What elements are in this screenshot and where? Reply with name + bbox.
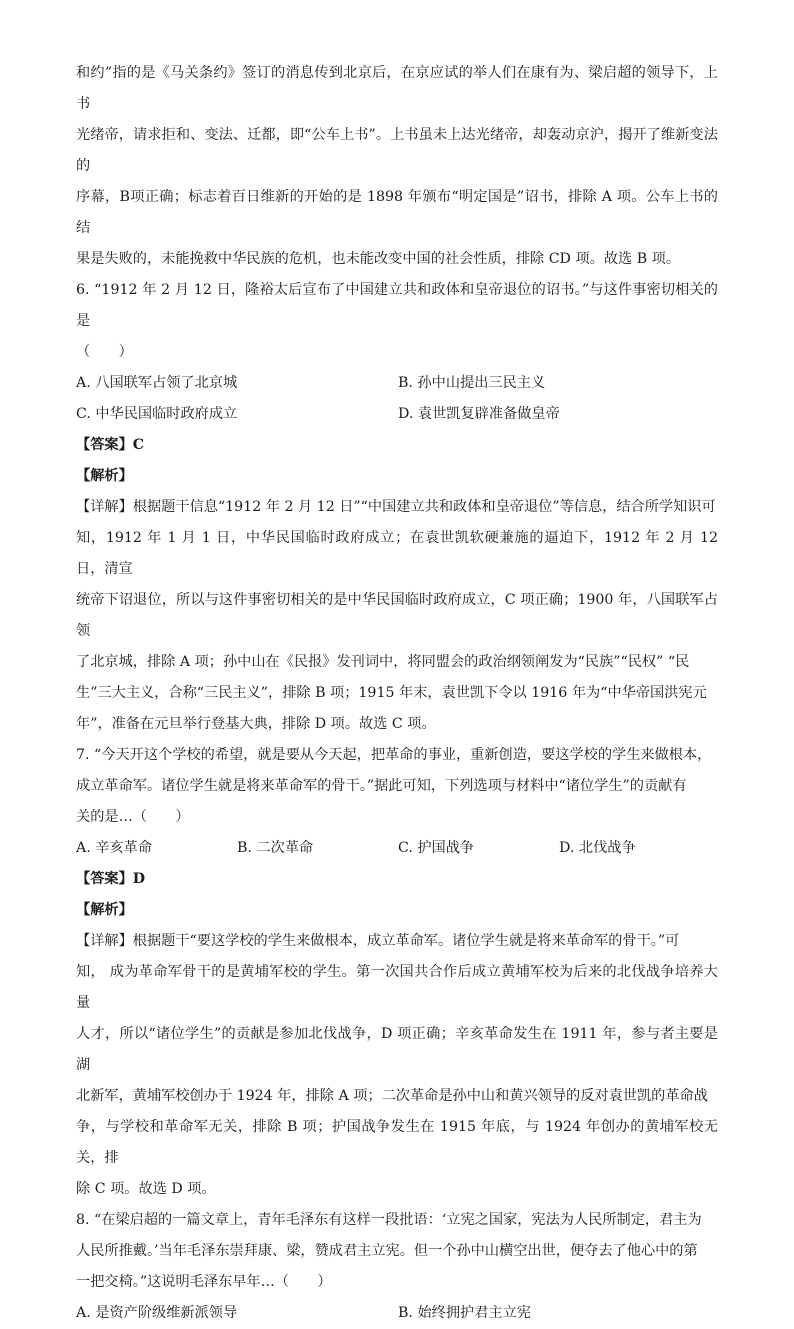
question-7-stem: 关的是…（ ） [76,809,190,825]
option-b: B. 二次革命 [237,840,314,856]
question-6-detail-line: 知，1912 年 1 月 1 日，中华民国临时政府成立；在袁世凯软硬兼施的逼迫下，1912 年 2 月 12 日，清宣 [76,530,718,577]
question-6-answer: 【答案】C [76,437,145,453]
question-6-detail-line: 生”三大主义，合称“三民主义”，排除 B 项；1915 年末，袁世凯下令以 1916 年为“中华帝国洪宪元 [76,685,707,701]
question-7-analysis-heading: 【解析】 [76,902,133,918]
question-8-options-row-1 [76,1298,718,1329]
question-7-detail-line: 知， 成为革命军骨干的是黄埔军校的学生。第一次国共合作后成立黄埔军校为后来的北伐战争培养大量 [76,964,718,1011]
question-7-detail-line: 人才，所以“诸位学生”的贡献是参加北伐战争，D 项正确；辛亥革命发生在 1911 年，参与者主要是湖 [76,1026,718,1073]
option-b: B. 孙中山提出三民主义 [398,375,546,391]
option-c: C. 中华民国临时政府成立 [76,406,238,422]
question-6-analysis-heading: 【解析】 [76,468,133,484]
question-8-stem: 8. “在梁启超的一篇文章上，青年毛泽东有这样一段批语：‘立宪之国家，宪法为人民所制定，君主为 [76,1212,702,1228]
prev-explanation-line: 和约”指的是《马关条约》签订的消息传到北京后，在京应试的举人们在康有为、梁启超的领导下，上书 [76,65,718,112]
question-6-detail-line: 统帝下诏退位，所以与这件事密切相关的是中华民国临时政府成立，C 项正确；1900 年，八国联军占领 [76,592,718,639]
question-6-stem: （ ） [76,344,133,360]
option-a: A. 辛亥革命 [76,840,153,856]
option-a: A. 是资产阶级维新派领导 [76,1305,238,1321]
question-7-detail-line: 争，与学校和革命军无关，排除 B 项；护国战争发生在 1915 年底，与 1924 年创办的黄埔军校无关，排 [76,1119,718,1166]
question-8-stem: 人民所推戴。’当年毛泽东崇拜康、梁，赞成君主立宪。但一个孙中山横空出世，便夺去了他心中的第 [76,1243,698,1259]
question-7-answer: 【答案】D [76,871,146,887]
prev-explanation-line: 光绪帝，请求拒和、变法、迁都，即“公车上书”。上书虽未上达光绪帝，却轰动京沪，揭开了维新变法的 [76,127,718,174]
question-6-detail-line: 【详解】根据题干信息“1912 年 2 月 12 日”“中国建立共和政体和皇帝退位”等信息，结合所学知识可 [76,499,716,515]
question-8-stem: 一把交椅。”这说明毛泽东早年…（ ） [76,1274,332,1290]
question-6-stem: 6. “1912 年 2 月 12 日，隆裕太后宣布了中国建立共和政体和皇帝退位的诏书。”与这件事密切相关的是 [76,282,718,329]
option-d: D. 北伐战争 [559,840,636,856]
option-c: C. 护国战争 [398,840,475,856]
option-d: D. 袁世凯复辟准备做皇帝 [398,406,560,422]
question-7-options-row [76,833,718,864]
prev-explanation-line: 果是失败的，未能挽救中华民族的危机，也未能改变中国的社会性质，排除 CD 项。故选 B 项。 [76,251,681,267]
question-7-detail-line: 北新军，黄埔军校创办于 1924 年，排除 A 项；二次革命是孙中山和黄兴领导的反对袁世凯的革命战 [76,1088,708,1104]
question-7-detail-line: 【详解】根据题干“要这学校的学生来做根本，成立革命军。诸位学生就是将来革命军的骨干。”可 [76,933,680,949]
question-6-options-row-1 [76,368,718,399]
question-7-stem: 成立革命军。诸位学生就是将来革命军的骨干。”据此可知，下列选项与材料中“诸位学生”的贡献有 [76,778,687,794]
question-6-detail-line: 年”，准备在元旦举行登基大典，排除 D 项。故选 C 项。 [76,716,436,732]
option-b: B. 始终拥护君主立宪 [398,1305,531,1321]
question-7-stem: 7. “今天开这个学校的希望，就是要从今天起，把革命的事业，重新创造，要这学校的学生来做根本， [76,747,712,763]
question-6-detail-line: 了北京城，排除 A 项；孙中山在《民报》发刊词中，将同盟会的政治纲领阐发为“民族”“民权” “民 [76,654,690,670]
prev-explanation-line: 序幕，B项正确；标志着百日维新的开始的是 1898 年颁布“明定国是”诏书，排除 A 项。公车上书的结 [76,189,718,236]
question-7-detail-line: 除 C 项。故选 D 项。 [76,1181,216,1197]
option-a: A. 八国联军占领了北京城 [76,375,238,391]
question-6-options-row-2 [76,399,718,430]
document-page [76,58,718,1329]
